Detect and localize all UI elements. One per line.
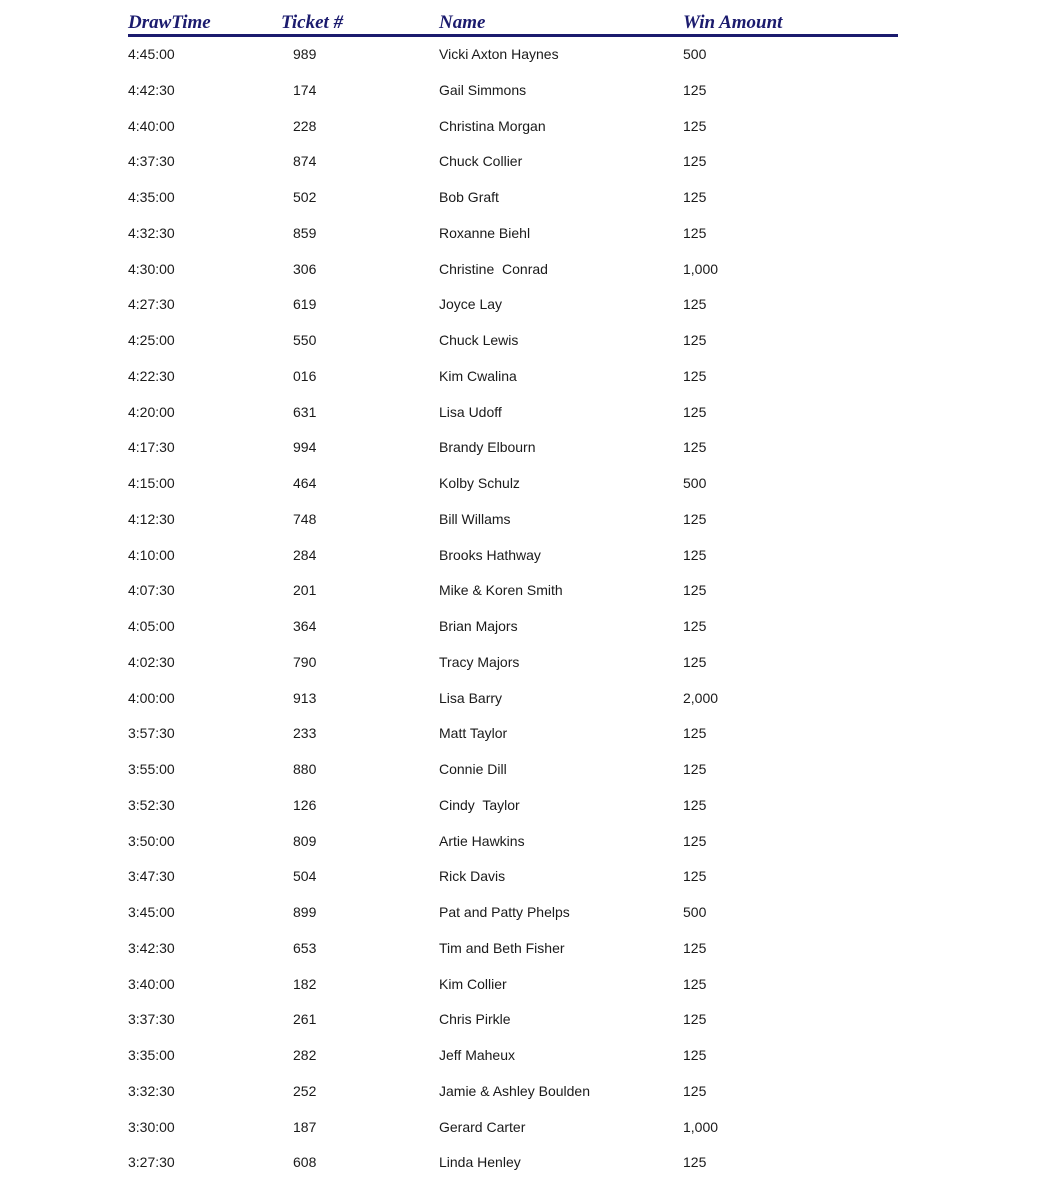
table-row (0, 931, 1041, 967)
win-amount-cell: 125 (683, 224, 707, 241)
ticket-cell: 550 (293, 332, 317, 348)
name-cell: Chuck Collier (439, 153, 523, 170)
win-amount-cell: 125 (683, 618, 707, 634)
ticket-cell: 748 (293, 510, 317, 527)
win-amount-cell: 1,000 (683, 1118, 719, 1135)
name-cell: Kim Cwalina (439, 367, 517, 384)
table-row (0, 681, 1041, 717)
name-cell: Kolby Schulz (439, 475, 520, 491)
win-amount-cell: 125 (683, 403, 707, 420)
table-header (128, 12, 898, 37)
table-row (0, 824, 1041, 860)
table-row (0, 1074, 1041, 1110)
win-amount-cell: 125 (683, 975, 707, 992)
ticket-cell: 608 (293, 1154, 317, 1171)
ticket-cell: 364 (293, 618, 317, 634)
ticket-cell: 653 (293, 939, 317, 956)
ticket-cell: 282 (293, 1047, 317, 1063)
draw-time-cell: 4:20:00 (128, 403, 175, 420)
win-amount-cell: 125 (683, 832, 707, 849)
ticket-cell: 989 (293, 46, 317, 62)
ticket-cell: 880 (293, 761, 317, 777)
win-amount-cell: 125 (683, 939, 707, 956)
table-row (0, 645, 1041, 681)
table-row (0, 502, 1041, 538)
table-row (0, 1002, 1041, 1038)
ticket-cell: 126 (293, 796, 317, 813)
ticket-cell: 504 (293, 868, 317, 885)
draw-time-cell: 4:30:00 (128, 260, 175, 277)
win-amount-cell: 500 (683, 46, 707, 62)
draw-time-cell: 3:30:00 (128, 1118, 175, 1135)
name-cell: Bill Willams (439, 510, 511, 527)
ticket-cell: 228 (293, 117, 317, 134)
draw-time-cell: 3:57:30 (128, 725, 175, 742)
ticket-cell: 284 (293, 546, 317, 563)
table-row (0, 573, 1041, 609)
table-row (0, 1110, 1041, 1146)
win-amount-cell: 125 (683, 546, 707, 563)
win-amount-cell: 125 (683, 868, 707, 885)
draw-time-cell: 4:42:30 (128, 81, 175, 98)
draw-time-cell: 4:02:30 (128, 653, 175, 670)
draw-time-cell: 3:40:00 (128, 975, 175, 992)
ticket-cell: 619 (293, 296, 317, 313)
draw-time-cell: 3:27:30 (128, 1154, 175, 1171)
name-cell: Christine Conrad (439, 260, 548, 277)
ticket-cell: 252 (293, 1082, 317, 1099)
table-row (0, 109, 1041, 145)
table-row (0, 788, 1041, 824)
win-amount-cell: 125 (683, 439, 707, 456)
name-cell: Brian Majors (439, 618, 518, 634)
win-amount-cell: 125 (683, 117, 707, 134)
name-cell: Brooks Hathway (439, 546, 541, 563)
name-cell: Artie Hawkins (439, 832, 525, 849)
table-row (0, 359, 1041, 395)
ticket-cell: 016 (293, 367, 317, 384)
name-cell: Lisa Barry (439, 689, 503, 706)
table-row (0, 609, 1041, 645)
name-cell: Roxanne Biehl (439, 224, 531, 241)
ticket-cell: 994 (293, 439, 317, 456)
draw-time-cell: 3:55:00 (128, 761, 175, 777)
draw-time-cell: 4:40:00 (128, 117, 175, 134)
draw-time-cell: 3:42:30 (128, 939, 175, 956)
win-amount-cell: 500 (683, 475, 707, 491)
header-name: Name (439, 12, 486, 33)
table-row (0, 895, 1041, 931)
win-amount-cell: 125 (683, 725, 707, 742)
name-cell: Bob Graft (439, 189, 499, 205)
name-cell: Connie Dill (439, 761, 507, 777)
draw-time-cell: 4:17:30 (128, 439, 175, 456)
ticket-cell: 464 (293, 475, 317, 491)
name-cell: Vicki Axton Haynes (439, 46, 559, 62)
table-row (0, 967, 1041, 1003)
table-row (0, 216, 1041, 252)
name-cell: Matt Taylor (439, 725, 508, 742)
table-row (0, 73, 1041, 109)
win-amount-cell: 500 (683, 904, 707, 920)
name-cell: Linda Henley (439, 1154, 521, 1171)
table-row (0, 1038, 1041, 1074)
draw-time-cell: 4:25:00 (128, 332, 175, 348)
draw-time-cell: 4:10:00 (128, 546, 175, 563)
table-row (0, 538, 1041, 574)
win-amount-cell: 125 (683, 510, 707, 527)
draw-time-cell: 3:45:00 (128, 904, 175, 920)
win-amount-cell: 125 (683, 296, 707, 313)
name-cell: Gerard Carter (439, 1118, 526, 1135)
table-row (0, 430, 1041, 466)
name-cell: Kim Collier (439, 975, 507, 992)
win-amount-cell: 125 (683, 189, 707, 205)
name-cell: Tracy Majors (439, 653, 520, 670)
draw-time-cell: 4:32:30 (128, 224, 175, 241)
name-cell: Jeff Maheux (439, 1047, 516, 1063)
ticket-cell: 233 (293, 725, 317, 742)
name-cell: Cindy Taylor (439, 796, 520, 813)
draw-time-cell: 4:00:00 (128, 689, 175, 706)
win-amount-cell: 125 (683, 367, 707, 384)
table-row (0, 752, 1041, 788)
name-cell: Chuck Lewis (439, 332, 519, 348)
win-amount-cell: 125 (683, 153, 707, 170)
table-row (0, 395, 1041, 431)
draw-time-cell: 3:37:30 (128, 1011, 175, 1028)
ticket-cell: 201 (293, 582, 317, 599)
win-amount-cell: 125 (683, 332, 707, 348)
draw-time-cell: 4:22:30 (128, 367, 175, 384)
ticket-cell: 187 (293, 1118, 317, 1135)
ticket-cell: 182 (293, 975, 317, 992)
name-cell: Gail Simmons (439, 81, 527, 98)
ticket-cell: 790 (293, 653, 317, 670)
draw-time-cell: 3:47:30 (128, 868, 175, 885)
win-amount-cell: 125 (683, 1047, 707, 1063)
draw-time-cell: 4:15:00 (128, 475, 175, 491)
draw-time-cell: 3:35:00 (128, 1047, 175, 1063)
header-win-amount: Win Amount (683, 12, 783, 33)
name-cell: Rick Davis (439, 868, 506, 885)
ticket-cell: 631 (293, 403, 317, 420)
win-amount-cell: 125 (683, 1154, 707, 1171)
name-cell: Joyce Lay (439, 296, 503, 313)
table-row (0, 859, 1041, 895)
table-row (0, 716, 1041, 752)
draw-time-cell: 4:35:00 (128, 189, 175, 205)
name-cell: Mike & Koren Smith (439, 582, 563, 599)
table-row (0, 323, 1041, 359)
table-body (0, 37, 1041, 1181)
draw-time-cell: 4:05:00 (128, 618, 175, 634)
win-amount-cell: 125 (683, 796, 707, 813)
draw-time-cell: 4:27:30 (128, 296, 175, 313)
table-row (0, 252, 1041, 288)
ticket-cell: 809 (293, 832, 317, 849)
header-draw-time: DrawTime (128, 12, 211, 33)
draw-time-cell: 3:52:30 (128, 796, 175, 813)
ticket-cell: 261 (293, 1011, 317, 1028)
name-cell: Lisa Udoff (439, 403, 502, 420)
win-amount-cell: 2,000 (683, 689, 719, 706)
table-row (0, 287, 1041, 323)
name-cell: Chris Pirkle (439, 1011, 511, 1028)
draw-time-cell: 4:07:30 (128, 582, 175, 599)
header-ticket: Ticket # (281, 12, 344, 33)
win-amount-cell: 125 (683, 653, 707, 670)
draw-time-cell: 4:12:30 (128, 510, 175, 527)
draw-time-cell: 4:45:00 (128, 46, 175, 62)
table-row (0, 37, 1041, 73)
draw-time-cell: 3:50:00 (128, 832, 175, 849)
table-row (0, 180, 1041, 216)
ticket-cell: 306 (293, 260, 317, 277)
ticket-cell: 899 (293, 904, 317, 920)
win-amount-cell: 1,000 (683, 260, 719, 277)
draw-time-cell: 3:32:30 (128, 1082, 175, 1099)
table-row (0, 144, 1041, 180)
name-cell: Tim and Beth Fisher (439, 939, 565, 956)
win-amount-cell: 125 (683, 1082, 707, 1099)
ticket-cell: 859 (293, 224, 317, 241)
name-cell: Brandy Elbourn (439, 439, 536, 456)
win-amount-cell: 125 (683, 1011, 707, 1028)
win-amount-cell: 125 (683, 81, 707, 98)
name-cell: Christina Morgan (439, 117, 546, 134)
win-amount-cell: 125 (683, 761, 707, 777)
name-cell: Pat and Patty Phelps (439, 904, 570, 920)
ticket-cell: 913 (293, 689, 317, 706)
win-amount-cell: 125 (683, 582, 707, 599)
draw-time-cell: 4:37:30 (128, 153, 175, 170)
ticket-cell: 174 (293, 81, 317, 98)
ticket-cell: 502 (293, 189, 317, 205)
table-row (0, 1145, 1041, 1181)
name-cell: Jamie & Ashley Boulden (439, 1082, 590, 1099)
table-row (0, 466, 1041, 502)
ticket-cell: 874 (293, 153, 317, 170)
